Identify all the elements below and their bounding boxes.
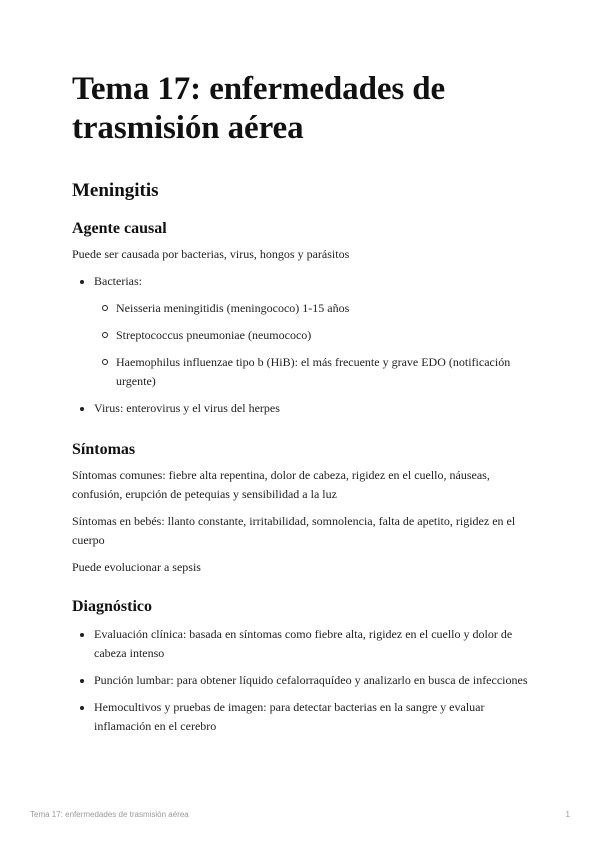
list-item: Virus: enterovirus y el virus del herpes	[72, 399, 528, 418]
paragraph: Síntomas comunes: fiebre alta repentina, dolor de cabeza, rigidez en el cuello, náuseas, confusión, erupción de petequias y sensibilidad a la luz	[72, 468, 490, 501]
page-number: 1	[565, 810, 570, 819]
agente-intro: Puede ser causada por bacterias, virus, hongos y parásitos	[72, 247, 350, 261]
bacterias-sublist	[94, 299, 528, 391]
diagnostico-list	[72, 625, 528, 736]
list-item: Neisseria meningitidis (meningococo) 1-15 años	[94, 299, 528, 318]
list-item: Streptococcus pneumoniae (neumococo)	[94, 326, 528, 345]
paragraph: Puede evolucionar a sepsis	[72, 560, 201, 574]
subheading-sintomas: Síntomas	[72, 441, 136, 458]
list-item-text: Bacterias:	[94, 274, 142, 288]
page-title: Tema 17: enfermedades de trasmisión aérea	[72, 71, 446, 146]
agente-list	[72, 272, 528, 418]
list-item: Punción lumbar: para obtener líquido cefalorraquídeo y analizarlo en busca de infecciones	[72, 671, 528, 690]
list-item	[72, 272, 528, 391]
list-item: Hemocultivos y pruebas de imagen: para detectar bacterias en la sangre y evaluar inflamación en el cerebro	[72, 698, 528, 736]
footer-title: Tema 17: enfermedades de trasmisión aérea	[30, 810, 189, 819]
section-heading-meningitis: Meningitis	[72, 180, 159, 201]
document-page	[72, 70, 528, 744]
list-item: Evaluación clínica: basada en síntomas como fiebre alta, rigidez en el cuello y dolor de cabeza intenso	[72, 625, 528, 663]
paragraph: Síntomas en bebés: llanto constante, irritabilidad, somnolencia, falta de apetito, rigidez en el cuerpo	[72, 514, 516, 547]
subheading-agente-causal: Agente causal	[72, 220, 167, 237]
list-item: Haemophilus influenzae tipo b (HiB): el más frecuente y grave EDO (notificación urgente)	[94, 353, 528, 391]
subheading-diagnostico: Diagnóstico	[72, 598, 152, 615]
page-footer	[30, 810, 570, 819]
